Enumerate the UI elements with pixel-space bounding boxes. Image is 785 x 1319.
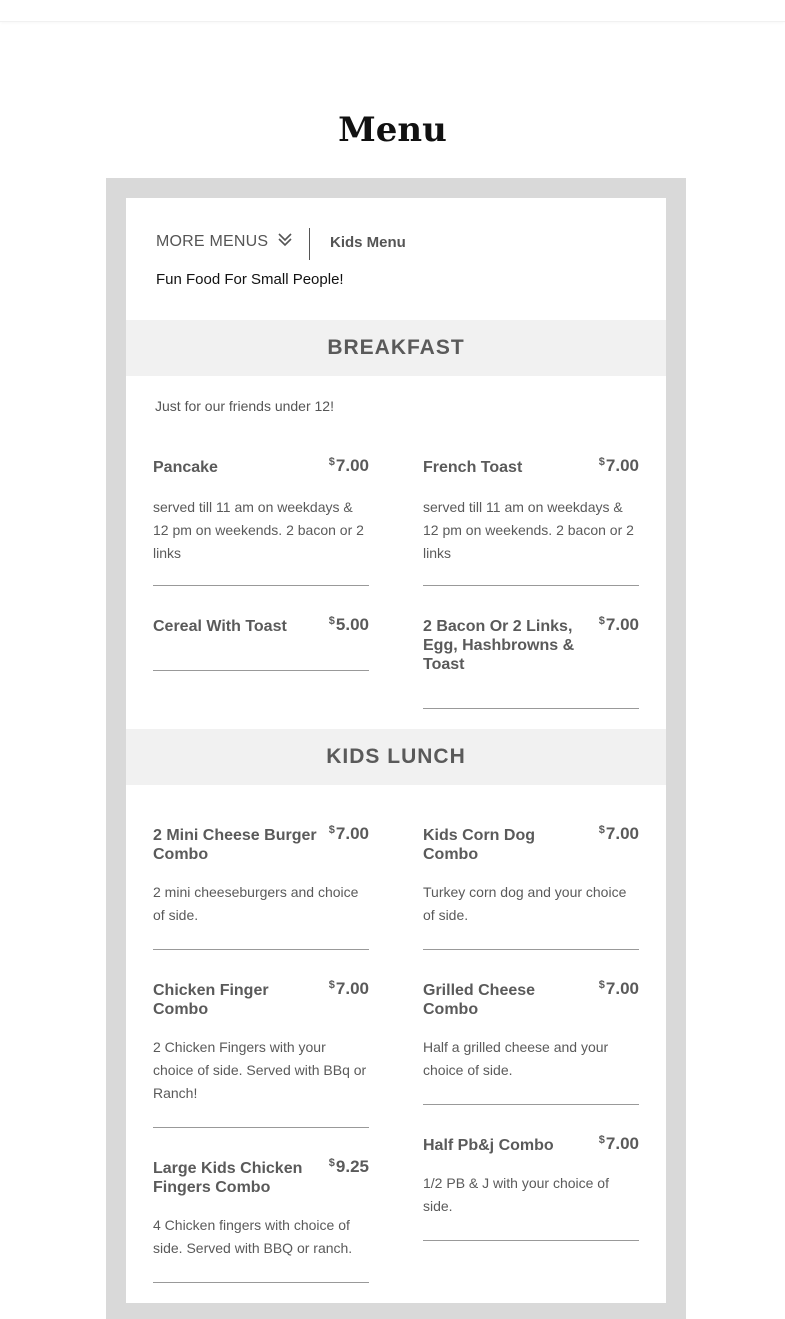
item-price [329,979,369,999]
currency-symbol: $ [328,615,335,627]
item-price-value: 7.00 [605,824,639,843]
item-divider [423,585,639,586]
item-price [599,824,639,844]
item-description: Turkey corn dog and your choice of side. [423,884,627,923]
currency-symbol: $ [598,979,605,991]
page-title: Menu [338,110,447,150]
currency-symbol: $ [328,1157,335,1169]
item-name: 2 Bacon Or 2 Links, Egg, Hashbrowns & Toast [423,618,575,673]
item-name: Chicken Finger Combo [153,982,269,1018]
item-price-value: 7.00 [605,456,639,475]
item-name: Pancake [153,459,218,476]
item-divider [423,1104,639,1105]
menu-selector-bar [156,228,636,258]
item-price-value: 7.00 [605,1134,639,1153]
menu-tagline: Fun Food For Small People! [156,271,344,288]
item-price [329,615,369,635]
item-name: Cereal With Toast [153,618,287,635]
item-price-value: 7.00 [335,979,369,998]
item-description: 2 mini cheeseburgers and choice of side. [153,884,359,923]
section-title-kids-lunch: KIDS LUNCH [126,729,666,785]
item-price-value: 7.00 [335,456,369,475]
item-price [329,824,369,844]
currency-symbol: $ [328,979,335,991]
item-name: 2 Mini Cheese Burger Combo [153,827,317,863]
currency-symbol: $ [598,456,605,468]
item-description: served till 11 am on weekdays & 12 pm on weekends. 2 bacon or 2 links [153,499,364,561]
item-divider [423,708,639,709]
section-title-breakfast: BREAKFAST [126,320,666,376]
item-name: French Toast [423,459,523,476]
item-price [599,615,639,635]
item-name: Half Pb&j Combo [423,1137,554,1154]
item-price [329,1157,369,1177]
more-menus-dropdown[interactable] [156,233,292,251]
section-note-breakfast: Just for our friends under 12! [155,398,334,414]
double-chevron-down-icon [278,232,292,248]
item-name: Kids Corn Dog Combo [423,827,535,863]
currency-symbol: $ [328,456,335,468]
item-price-value: 9.25 [335,1157,369,1176]
item-price-value: 7.00 [605,979,639,998]
currency-symbol: $ [328,824,335,836]
item-description: 1/2 PB & J with your choice of side. [423,1175,609,1214]
item-description: Half a grilled cheese and your choice of side. [423,1039,609,1078]
item-price-value: 7.00 [605,615,639,634]
currency-symbol: $ [598,615,605,627]
item-description: 4 Chicken fingers with choice of side. Served with BBQ or ranch. [153,1217,353,1256]
item-divider [423,949,639,950]
menu-frame [106,178,686,1319]
item-divider [153,1127,369,1128]
item-divider [423,1240,639,1241]
currency-symbol: $ [598,824,605,836]
item-price [599,456,639,476]
item-price [599,979,639,999]
item-divider [153,670,369,671]
menu-divider [309,228,310,260]
item-name: Grilled Cheese Combo [423,982,536,1018]
item-description: served till 11 am on weekdays & 12 pm on weekends. 2 bacon or 2 links [423,499,634,561]
item-name: Large Kids Chicken Fingers Combo [153,1160,303,1196]
top-bar [0,0,785,22]
currency-symbol: $ [598,1134,605,1146]
item-description: 2 Chicken Fingers with your choice of side. Served with BBq or Ranch! [153,1039,367,1101]
item-divider [153,1282,369,1283]
menu-card [126,198,666,1303]
item-divider [153,949,369,950]
more-menus-label: MORE MENUS [156,233,269,250]
item-price-value: 5.00 [335,615,369,634]
item-price [599,1134,639,1154]
active-menu-tab[interactable]: Kids Menu [330,234,406,251]
item-price-value: 7.00 [335,824,369,843]
item-price [329,456,369,476]
item-divider [153,585,369,586]
